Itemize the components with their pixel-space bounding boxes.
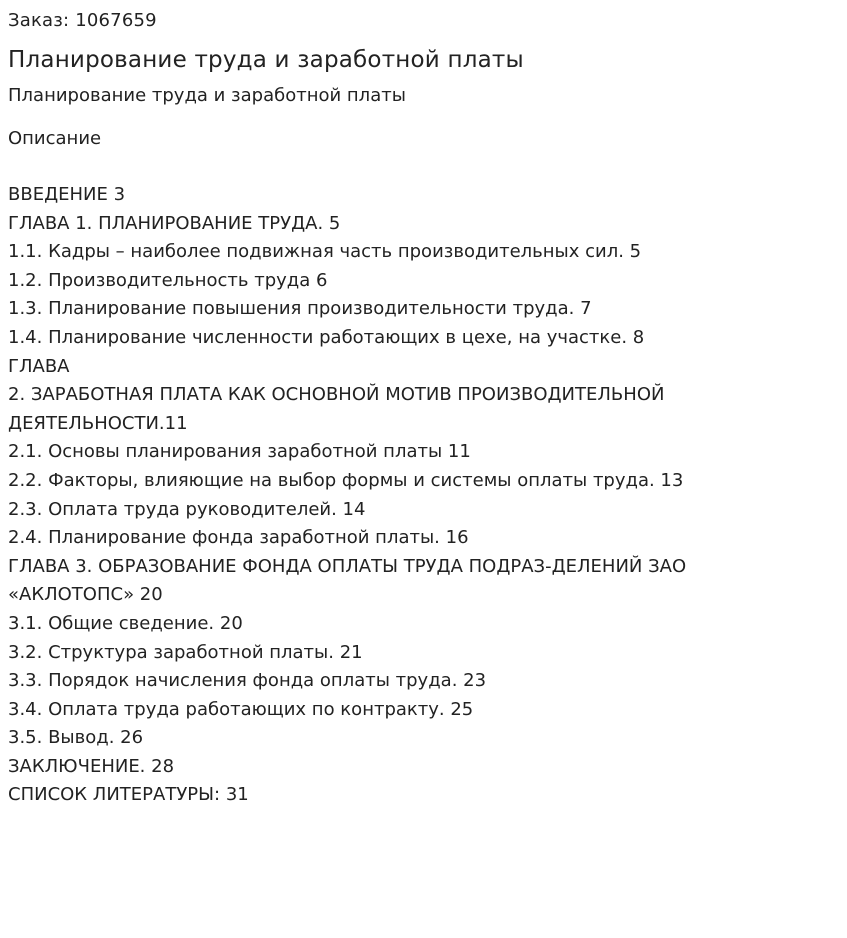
order-number: Заказ: 1067659 [8, 10, 157, 31]
toc-line: ДЕЯТЕЛЬНОСТИ.11 [8, 412, 188, 434]
toc-line: 2.2. Факторы, влияющие на выбор формы и системы оплаты труда. 13 [8, 469, 684, 491]
toc-line: 2. ЗАРАБОТНАЯ ПЛАТА КАК ОСНОВНОЙ МОТИВ ПРОИЗВОДИТЕЛЬНОЙ [8, 384, 665, 406]
toc-line: 1.1. Кадры – наиболее подвижная часть производительных сил. 5 [8, 241, 642, 263]
page-subtitle: Планирование труда и заработной платы [8, 85, 406, 106]
page-title: Планирование труда и заработной платы [8, 47, 524, 73]
toc-line: 1.2. Производительность труда 6 [8, 269, 328, 291]
toc-line: 3.5. Вывод. 26 [8, 727, 144, 749]
toc-line: 1.4. Планирование численности работающих в цехе, на участке. 8 [8, 326, 645, 348]
toc-line: 2.4. Планирование фонда заработной платы. 16 [8, 527, 469, 549]
toc-line: 3.1. Общие сведение. 20 [8, 612, 243, 634]
description-heading: Описание [8, 128, 102, 149]
toc-line: ЗАКЛЮЧЕНИЕ. 28 [8, 755, 175, 777]
table-of-contents [8, 181, 839, 810]
toc-line: 3.3. Порядок начисления фонда оплаты труда. 23 [8, 670, 487, 692]
toc-line: СПИСОК ЛИТЕРАТУРЫ: 31 [8, 784, 249, 806]
toc-line: ВВЕДЕНИЕ 3 [8, 184, 126, 205]
toc-line: 3.4. Оплата труда работающих по контракту. 25 [8, 698, 474, 720]
toc-line: 2.1. Основы планирования заработной платы 11 [8, 441, 471, 463]
toc-line: 3.2. Структура заработной платы. 21 [8, 641, 363, 663]
toc-line: «АКЛОТОПС» 20 [8, 584, 163, 606]
toc-line: 2.3. Оплата труда руководителей. 14 [8, 498, 366, 520]
toc-line: 1.3. Планирование повышения производительности труда. 7 [8, 298, 592, 320]
toc-line: ГЛАВА [8, 355, 70, 377]
toc-line: ГЛАВА 3. ОБРАЗОВАНИЕ ФОНДА ОПЛАТЫ ТРУДА ПОДРАЗ-ДЕЛЕНИЙ ЗАО [8, 555, 687, 577]
toc-line: ГЛАВА 1. ПЛАНИРОВАНИЕ ТРУДА. 5 [8, 212, 341, 234]
